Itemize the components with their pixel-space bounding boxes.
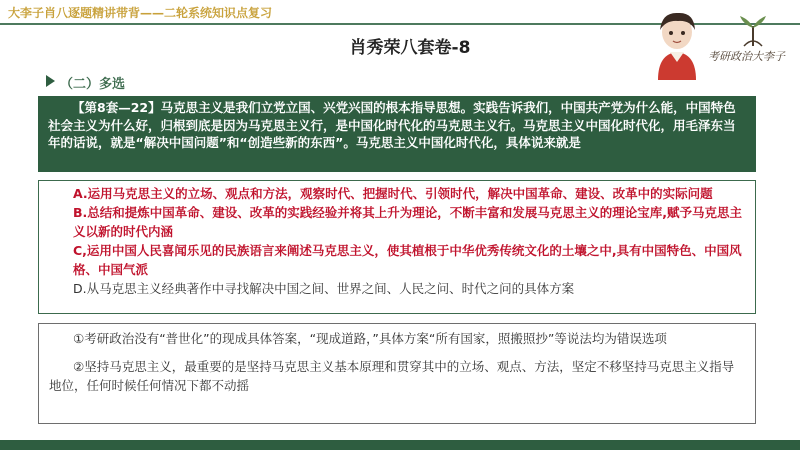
logo-area xyxy=(648,8,798,80)
series-title: 大李子肖八逐题精讲带背——二轮系统知识点复习 xyxy=(8,6,273,20)
option-a: A.运用马克思主义的立场、观点和方法，观察时代、把握时代、引领时代，解决中国革命、建设、改革中的实际问题 xyxy=(73,186,713,201)
option-d: D.从马克思主义经典著作中寻找解决中国之间、世界之间、人民之问、时代之问的具体方案 xyxy=(73,281,575,296)
brand-text: 考研政治大李子 xyxy=(708,50,785,63)
options-box xyxy=(38,180,756,314)
option-b: B.总结和提炼中国革命、建设、改革的实践经验并将其上升为理论，不断丰富和发展马克思主义的理论宝库,赋予马克思主义以新的时代内涵 xyxy=(73,205,743,239)
analysis-box xyxy=(38,323,756,424)
question-stem xyxy=(38,96,756,172)
footer-bar xyxy=(0,440,800,450)
section-heading: （二）多选 xyxy=(60,73,125,92)
avatar xyxy=(648,8,706,80)
question-text: 【第8套—22】马克思主义是我们立党立国、兴党兴国的根本指导思想。实践告诉我们，中国共产党为什么能，中国特色社会主义为什么好，归根到底是因为马克思主义行，是中国化时代化的马克思主义行。马克思主义中国化时代化，用毛泽东当年的话说，就是“解决中国问题”和“创造些新的东西”。马克思主义中国化时代化，具体说来就是 xyxy=(48,100,736,150)
analysis-point-2: ②坚持马克思主义，最重要的是坚持马克思主义基本原理和贯穿其中的立场、观点、方法，坚定不移坚持马克思主义指导地位，任何时候任何情况下都不动摇 xyxy=(49,359,735,393)
analysis-point-1: ①考研政治没有“普世化”的现成具体答案，“现成道路，”具体方案“所有国家，照搬照抄”等说法均为错误选项 xyxy=(73,331,667,346)
option-c: C,运用中国人民喜闻乐见的民族语言来阐述马克思主义，使其植根于中华优秀传统文化的土壤之中,具有中国特色、中国风格、中国气派 xyxy=(73,243,742,277)
page-title: 肖秀荣八套卷-8 xyxy=(349,38,471,58)
tree-logo-icon xyxy=(728,14,778,48)
